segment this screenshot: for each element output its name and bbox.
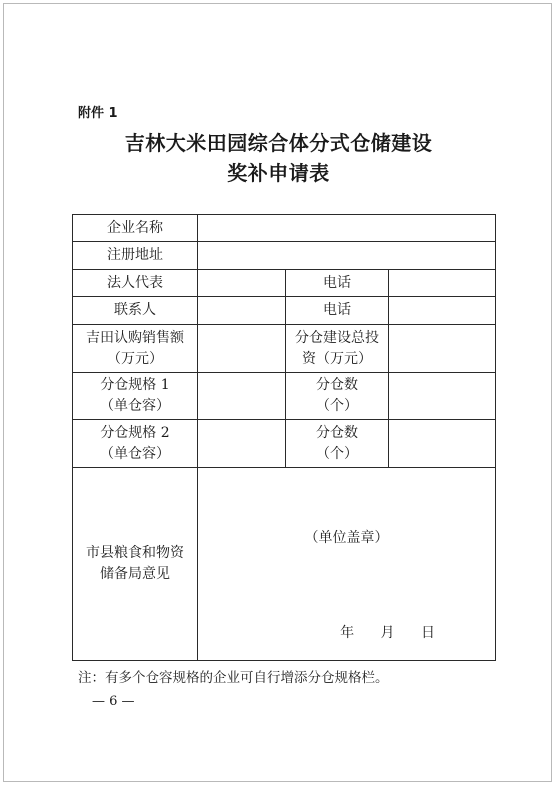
registered-address-field[interactable] (198, 242, 496, 270)
investment-label (286, 325, 389, 373)
date-text: 年 月 日 (340, 625, 436, 641)
form-title-line2: 奖补申请表 (227, 161, 330, 185)
opinion-label-line1: 市县粮食和物资 (86, 545, 184, 561)
page-number: — 6 — (92, 694, 135, 709)
legal-rep-field[interactable] (198, 270, 286, 297)
count1-label-text: 分仓数 (316, 377, 358, 393)
count1-field[interactable] (389, 373, 496, 420)
contact-label: 联系人 (73, 297, 198, 325)
spec1-label-text: 分仓规格 1 (100, 377, 170, 393)
spec1-label (73, 373, 198, 420)
table-row (73, 420, 496, 468)
phone-field[interactable] (389, 270, 496, 297)
company-name-label: 企业名称 (73, 215, 198, 242)
spec1-field[interactable] (198, 373, 286, 420)
form-title-line1: 吉林大米田园综合体分式仓储建设 (124, 131, 433, 155)
table-row (73, 215, 496, 242)
spec2-unit-text: （单仓容） (100, 445, 170, 462)
sales-label (73, 325, 198, 373)
count2-field[interactable] (389, 420, 496, 468)
table-row (73, 325, 496, 373)
sales-label-text: 吉田认购销售额 (86, 329, 184, 346)
opinion-label (73, 468, 198, 661)
unit-stamp-text: （单位盖章） (304, 530, 389, 546)
spec2-label-text: 分仓规格 2 (100, 424, 170, 441)
table-row (73, 468, 496, 661)
application-form-table (72, 214, 496, 661)
spec2-label (73, 420, 198, 468)
count2-unit-text: （个） (316, 445, 358, 462)
count1-unit-text: （个） (316, 398, 358, 414)
spec1-unit-text: （单仓容） (100, 398, 170, 414)
count2-label (286, 420, 389, 468)
registered-address-label: 注册地址 (73, 242, 198, 270)
sales-unit-text: （万元） (107, 350, 163, 367)
investment-unit-text: 资（万元） (302, 350, 372, 367)
table-row (73, 373, 496, 420)
sales-field[interactable] (198, 325, 286, 373)
count1-label (286, 373, 389, 420)
company-name-field[interactable] (198, 215, 496, 242)
opinion-label-line2: 储备局意见 (100, 566, 170, 582)
opinion-field[interactable] (198, 468, 496, 661)
contact-phone-field[interactable] (389, 297, 496, 325)
count2-label-text: 分仓数 (316, 424, 358, 441)
table-row (73, 242, 496, 270)
contact-phone-label: 电话 (286, 297, 389, 325)
legal-rep-label: 法人代表 (73, 270, 198, 297)
spec2-field[interactable] (198, 420, 286, 468)
table-row (73, 297, 496, 325)
attachment-label: 附件 1 (78, 106, 118, 121)
phone-label: 电话 (286, 270, 389, 297)
investment-field[interactable] (389, 325, 496, 373)
table-row (73, 270, 496, 297)
investment-label-text: 分仓建设总投 (295, 329, 379, 346)
contact-field[interactable] (198, 297, 286, 325)
footnote: 注：有多个仓容规格的企业可自行增添分仓规格栏。 (78, 670, 389, 686)
